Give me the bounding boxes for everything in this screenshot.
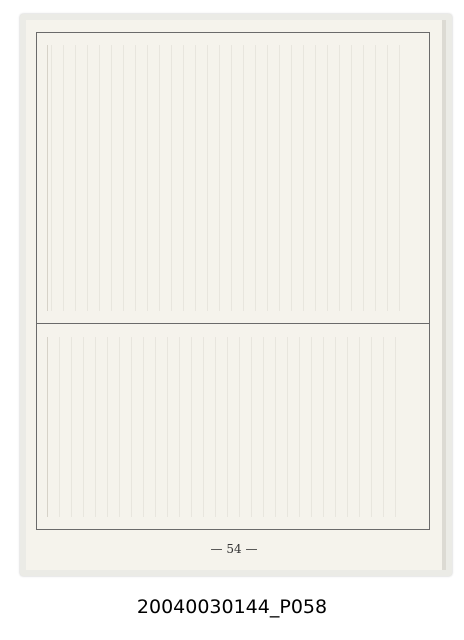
section-label xyxy=(419,331,423,523)
scanned-page xyxy=(20,14,452,576)
section-divider xyxy=(37,323,429,324)
page-number: — 54 — xyxy=(210,542,258,556)
paper xyxy=(26,20,446,570)
article-body-1 xyxy=(47,45,411,311)
article-body-2 xyxy=(47,337,407,517)
article-lower xyxy=(43,331,423,523)
text-frame xyxy=(36,32,430,530)
article-upper xyxy=(43,39,423,317)
article-title-1 xyxy=(415,39,423,317)
article-title-2 xyxy=(411,331,419,523)
image-caption: 20040030144_P058 xyxy=(136,596,328,618)
